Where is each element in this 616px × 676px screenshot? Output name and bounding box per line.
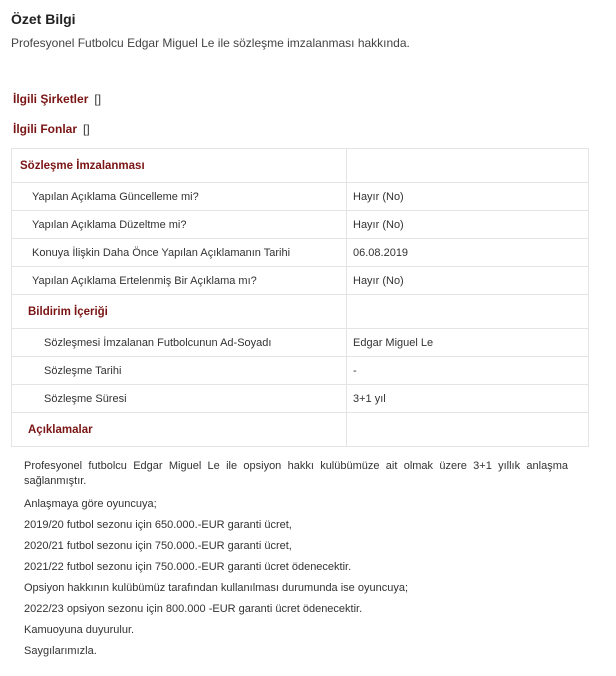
row-label: Yapılan Açıklama Güncelleme mi?: [12, 183, 347, 211]
notification-title-cell: [12, 295, 347, 329]
explanation-line: Anlaşmaya göre oyuncuya;: [24, 498, 157, 510]
explanations-body: [24, 459, 568, 665]
explanation-line: Saygılarımızla.: [24, 645, 97, 657]
related-funds-value: []: [83, 122, 90, 136]
notification-title: Bildirim İçeriği: [28, 305, 108, 318]
explanations-title-cell: [12, 413, 347, 447]
explanation-line: 2019/20 futbol sezonu için 650.000.-EUR garanti ücret,: [24, 519, 292, 531]
table-row: [12, 267, 589, 295]
notification-header-row: [12, 295, 589, 329]
row-label: Yapılan Açıklama Ertelenmiş Bir Açıklama mı?: [12, 267, 347, 295]
disclosure-table: [11, 148, 589, 447]
related-funds[interactable]: [13, 122, 90, 136]
row-value: -: [347, 357, 589, 385]
row-value: Hayır (No): [347, 267, 589, 295]
related-companies[interactable]: [13, 92, 101, 106]
row-value: Hayır (No): [347, 183, 589, 211]
table-row: [12, 357, 589, 385]
section-empty-cell: [347, 149, 589, 183]
explanation-line: Opsiyon hakkının kulübümüz tarafından kullanılması durumunda ise oyuncuya;: [24, 582, 408, 594]
explanations-header-row: [12, 413, 589, 447]
section-title: Sözleşme İmzalanması: [12, 149, 347, 183]
explanation-line: 2021/22 futbol sezonu için 750.000.-EUR garanti ücret ödenecektir.: [24, 561, 352, 573]
explanations-empty-cell: [347, 413, 589, 447]
section-header-row: [12, 149, 589, 183]
explanations-title: Açıklamalar: [28, 423, 93, 436]
row-label: Konuya İlişkin Daha Önce Yapılan Açıklamanın Tarihi: [12, 239, 347, 267]
table-row: [12, 385, 589, 413]
row-value: Edgar Miguel Le: [347, 329, 589, 357]
summary-title: Özet Bilgi: [11, 11, 76, 27]
row-label: Yapılan Açıklama Düzeltme mi?: [12, 211, 347, 239]
explanation-line: Kamuoyuna duyurulur.: [24, 624, 135, 636]
row-label: Sözleşmesi İmzalanan Futbolcunun Ad-Soyadı: [12, 329, 347, 357]
notification-empty-cell: [347, 295, 589, 329]
table-row: [12, 211, 589, 239]
related-funds-label: İlgili Fonlar: [13, 122, 78, 136]
table-row: [12, 329, 589, 357]
explanation-line: 2022/23 opsiyon sezonu için 800.000 -EUR garanti ücret ödenecektir.: [24, 603, 363, 615]
explanation-line: 2020/21 futbol sezonu için 750.000.-EUR garanti ücret,: [24, 540, 292, 552]
summary-text: Profesyonel Futbolcu Edgar Miguel Le ile sözleşme imzalanması hakkında.: [11, 36, 410, 50]
row-label: Sözleşme Tarihi: [12, 357, 347, 385]
row-value: Hayır (No): [347, 211, 589, 239]
table-row: [12, 239, 589, 267]
related-companies-label: İlgili Şirketler: [13, 92, 89, 106]
row-value: 3+1 yıl: [347, 385, 589, 413]
related-companies-value: []: [94, 92, 102, 106]
table-row: [12, 183, 589, 211]
row-value: 06.08.2019: [347, 239, 589, 267]
row-label: Sözleşme Süresi: [12, 385, 347, 413]
explanation-paragraph: Profesyonel futbolcu Edgar Miguel Le ile opsiyon hakkı kulübümüze ait olmak üzere 3+1 yıllık anlaşma sağlanmıştır.: [24, 460, 568, 487]
